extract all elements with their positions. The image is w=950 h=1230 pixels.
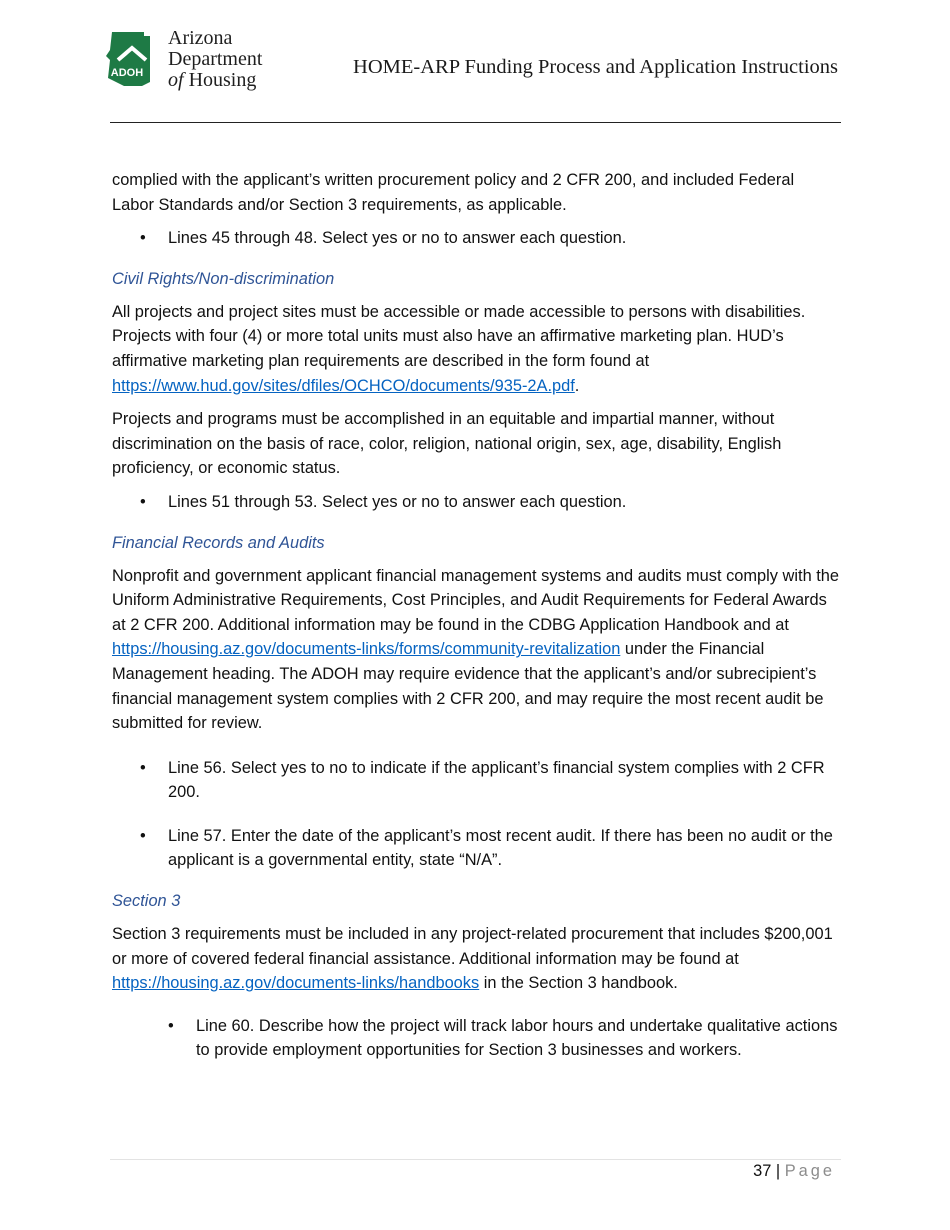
- intro-paragraph: complied with the applicant’s written procurement policy and 2 CFR 200, and included Federal Labor Standards and/or Section 3 requirements, as applicable.: [112, 171, 795, 214]
- logo-line-arizona: Arizona: [168, 27, 233, 49]
- list-item: • Line 56. Select yes to no to indicate if the applicant’s financial system complies with 2 CFR 200.: [112, 756, 840, 805]
- handbooks-link[interactable]: https://housing.az.gov/documents-links/handbooks: [112, 974, 480, 993]
- financial-text-end: under the Financial Management heading. The ADOH may require evidence that the applicant’s and/or subrecipient’s financial management system complies with 2 CFR 200, and may require the most recent audit be submitted for review.: [112, 640, 824, 733]
- header-divider: [110, 122, 841, 123]
- adoh-logo: [104, 28, 279, 92]
- logo-housing: Housing: [183, 69, 257, 91]
- bullet-list-1: [112, 226, 840, 251]
- section-3-text: Section 3 requirements must be included in any project-related procurement that includes $200,001 or more of covered federal financial assistance. Additional information may be found at: [112, 925, 833, 968]
- logo-line-housing: [168, 70, 262, 91]
- arizona-state-logo-icon: [104, 30, 162, 88]
- page-body: [112, 168, 840, 1072]
- list-item: • Lines 51 through 53. Select yes or no to answer each question.: [112, 490, 840, 515]
- logo-mark-text: ADOH: [110, 67, 144, 79]
- logo-of: of: [168, 69, 184, 91]
- financial-paragraph: [112, 564, 840, 736]
- section-3-text-end: in the Section 3 handbook.: [479, 974, 678, 993]
- page-label: Page: [784, 1162, 835, 1180]
- non-discrimination-paragraph: Projects and programs must be accomplished in an equitable and impartial manner, without discrimination on the basis of race, color, religion, national origin, sex, age, disability, English proficiency, or economic status.: [112, 410, 782, 478]
- bullet-list-2: [112, 490, 840, 515]
- logo-wordmark: [168, 28, 262, 91]
- list-item: • Line 60. Describe how the project will track labor hours and undertake qualitative actions to provide employment opportunities for Section 3 businesses and workers.: [112, 1014, 840, 1063]
- page-number: 37: [753, 1162, 772, 1180]
- document-title: HOME-ARP Funding Process and Application Instructions: [353, 56, 838, 78]
- heading-civil-rights: Civil Rights/Non-discrimination: [112, 269, 335, 288]
- footer-separator: |: [771, 1162, 785, 1180]
- list-item: • Lines 45 through 48. Select yes or no to answer each question.: [112, 226, 840, 251]
- logo-line-department: Department: [168, 48, 263, 70]
- heading-section-3: Section 3: [112, 892, 181, 911]
- civil-rights-paragraph: [112, 300, 840, 398]
- footer-divider: [110, 1159, 841, 1160]
- page-footer: [753, 1162, 835, 1181]
- bullet-list-3: [112, 756, 840, 873]
- section-3-paragraph: [112, 922, 840, 996]
- civil-rights-text: All projects and project sites must be accessible or made accessible to persons with disabilities. Projects with four (4) or more total units must also have an affirmative marketing plan. HUD’s affirmative marketing plan requirements are described in the form found at: [112, 302, 806, 370]
- list-item: • Line 57. Enter the date of the applicant’s most recent audit. If there has been no audit or the applicant is a governmental entity, state “N/A”.: [112, 824, 840, 873]
- financial-text: Nonprofit and government applicant financial management systems and audits must comply with the Uniform Administrative Requirements, Cost Principles, and Audit Requirements for Federal Awards at 2 CFR 200. Additional information may be found in the CDBG Application Handbook and at: [112, 566, 840, 634]
- page-header: [0, 0, 950, 125]
- bullet-list-4: [112, 1014, 840, 1063]
- community-revitalization-link[interactable]: https://housing.az.gov/documents-links/forms/community-revitalization: [112, 640, 621, 659]
- heading-financial-records: Financial Records and Audits: [112, 533, 325, 552]
- hud-form-link[interactable]: https://www.hud.gov/sites/dfiles/OCHCO/documents/935-2A.pdf: [112, 376, 575, 395]
- period: .: [574, 376, 580, 395]
